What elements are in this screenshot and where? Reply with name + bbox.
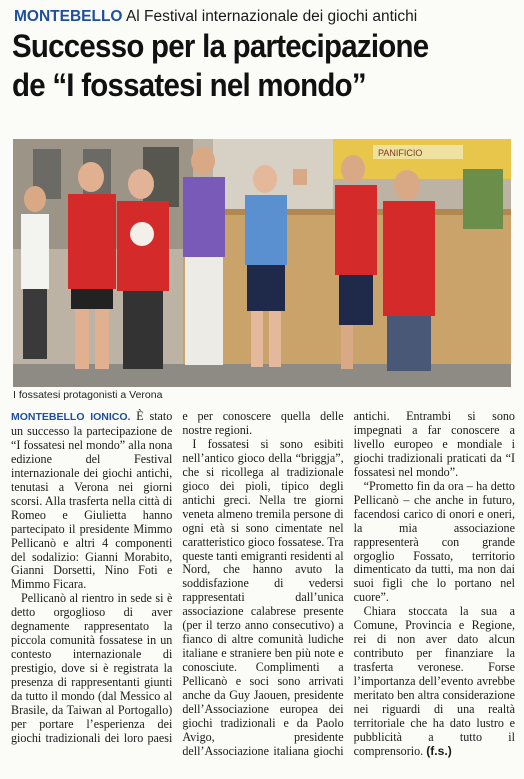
photo-caption: I fossatesi protagonisti a Verona [13, 389, 163, 401]
kicker-place: MONTEBELLO [14, 8, 123, 25]
headline-line-2: de “I fossatesi nel mondo” [12, 67, 366, 103]
article-location: MONTEBELLO IONICO. [11, 411, 131, 423]
article-body [11, 410, 515, 772]
headline-line-1: Successo per la partecipazione [12, 28, 429, 64]
photo-illustration [13, 139, 511, 387]
article-paragraph-4: “Prometto fin da ora – ha detto Pellicanò – che anche in futuro, facendosi carico di onori e oneri, la mia associazione rappresenterà con grande orgoglio Fossato, territorio dimenticato da tutti, ma non dai suoi figli che lo portano nel cuore”. [353, 478, 515, 605]
article-paragraph-2: Pellicanò al rientro in sede si è detto orgoglioso di aver degnamente rappresentato la piccola comunità fossatese in un contesto internazionale di prestigio, dove si è registrata la presenza di rappresentanti giunti da tutto il mondo (dal Messico al Brasile, da Taiwan al Portogallo) per portare l’esperienza dei giochi tradizionali dei loro paesi e per conoscere quella delle nostre regioni. [11, 409, 344, 745]
headline [12, 27, 517, 105]
article-signature: (f.s.) [426, 743, 452, 758]
article-paragraph-3: I fossatesi si sono esibiti nell’antico gioco della “briggja”, che si ricollega al tradizionale gioco dei pioli, tipico degli antichi greci. Nella tre giorni veneta almeno tremila persone di ogni età si sono cimentate nel caratteristico gioco fossatese. Tra queste tanti emigranti residenti al Nord, che hanno avuto la soddisfazione di vedersi rappresentati dall’unica associazione calabrese presente (per il terzo anno consecutivo) a fianco di altre comunità ludiche italiane e straniere ben più note e conosciute. Complimenti a Pellicanò e soci sono arrivati anche da Guy Jaouen, presidente dell’Associazione europea dei giochi tradizionali e da Paolo Avigo, presidente dell’Associazione italiana giochi antichi. Entrambi si sono impegnati a far conoscere a livello europeo e mondiale i giochi tradizionali praticati da “I fossatesi nel mondo”. [182, 409, 515, 758]
photo-banner-text: PANIFICIO [378, 148, 423, 158]
article-paragraph-1: MONTEBELLO IONICO. È stato un successo la partecipazione de “I fossatesi nel mondo” alla nona edizione del Festival internazionale dei giochi antichi, tenutasi a Verona nei giorni scorsi. Alla trasferta nella città di Romeo e Giulietta hanno partecipato il presidente Mimmo Pellicanò e altri 4 componenti del sodalizio: Gianni Morabito, Gianni Dorsetti, Nino Foti e Mimmo Ficara. [11, 409, 173, 592]
article-photo [13, 139, 511, 387]
kicker [14, 8, 514, 26]
kicker-text: Al Festival internazionale dei giochi antichi [122, 8, 418, 25]
article-paragraph-5: Chiara stoccata la sua a Comune, Provincia e Regione, rei di non aver dato alcun contributo per finanziare la trasferta veronese. Forse l’importanza dell’evento avrebbe meritato ben altra considerazione nei riguardi di una realtà territoriale che ha dato lustro e pubblicità a tutto il comprensorio. (f.s.) [353, 604, 515, 758]
